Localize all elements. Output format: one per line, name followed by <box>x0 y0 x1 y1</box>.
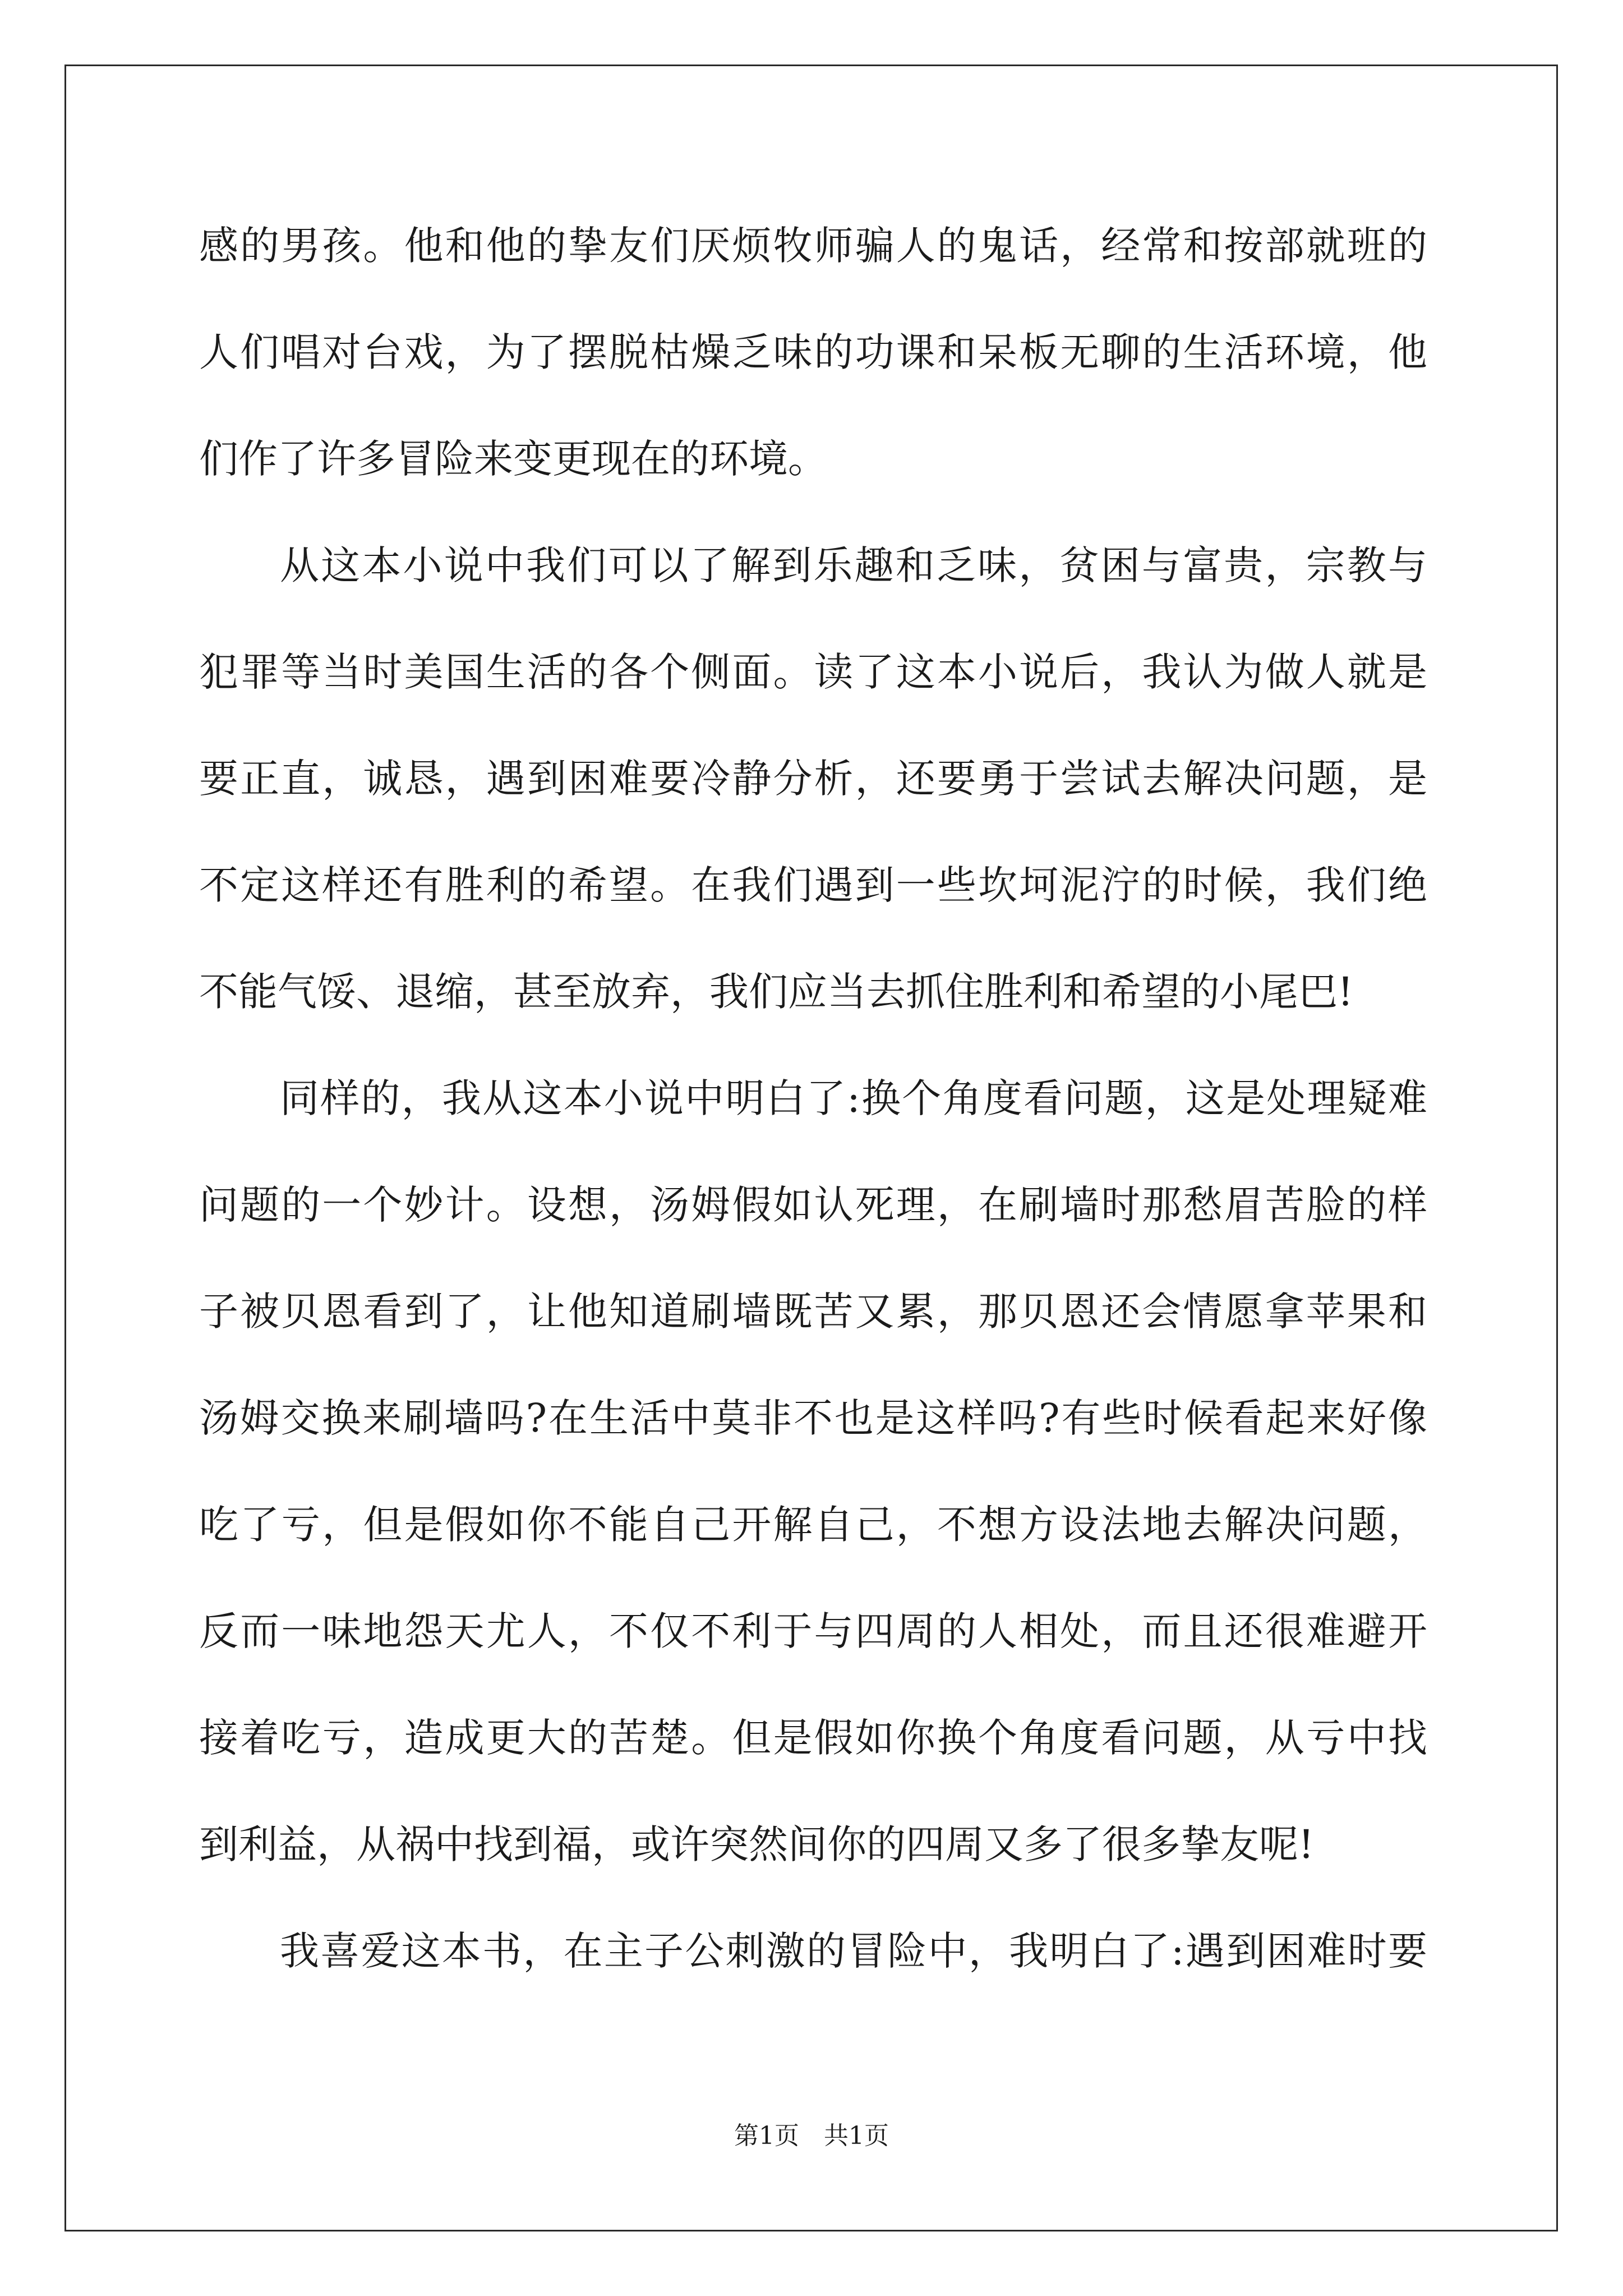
text-line: 们作了许多冒险来变更现在的环境。 <box>199 436 827 482</box>
text-line: 反而一味地怨天尤人，不仅不利于与四周的人相处，而且还很难避开 <box>199 1608 1427 1654</box>
text-line: 人们唱对台戏，为了摆脱枯燥乏味的功课和呆板无聊的生活环境，他 <box>199 329 1427 375</box>
page-footer <box>0 2119 1623 2153</box>
page-border <box>64 65 1558 2231</box>
text-line: 问题的一个妙计。设想，汤姆假如认死理，在刷墙时那愁眉苦脸的样 <box>199 1182 1427 1228</box>
page-total: 共1页 <box>824 2122 889 2150</box>
text-line: 要正直，诚恳，遇到困难要冷静分析，还要勇于尝试去解决问题，是 <box>199 756 1427 802</box>
text-line: 汤姆交换来刷墙吗?在生活中莫非不也是这样吗?有些时候看起来好像 <box>199 1395 1427 1441</box>
paragraph-first-line: 从这本小说中我们可以了解到乐趣和乏味，贫困与富贵，宗教与 <box>280 542 1427 588</box>
text-line: 吃了亏，但是假如你不能自己开解自己，不想方设法地去解决问题， <box>199 1502 1427 1548</box>
paragraph-first-line: 我喜爱这本书，在主子公刺激的冒险中，我明白了:遇到困难时要 <box>280 1928 1427 1974</box>
text-line: 不定这样还有胜利的希望。在我们遇到一些坎坷泥泞的时候，我们绝 <box>199 862 1427 908</box>
text-line: 子被贝恩看到了，让他知道刷墙既苦又累，那贝恩还会情愿拿苹果和 <box>199 1289 1427 1335</box>
text-line: 到利益，从祸中找到福，或许突然间你的四周又多了很多挚友呢! <box>199 1821 1315 1867</box>
page-number: 第1页 <box>734 2122 799 2150</box>
text-line: 接着吃亏，造成更大的苦楚。但是假如你换个角度看问题，从亏中找 <box>199 1715 1427 1761</box>
paragraph-first-line: 同样的，我从这本小说中明白了:换个角度看问题，这是处理疑难 <box>280 1075 1427 1121</box>
text-line: 不能气馁、退缩，甚至放弃，我们应当去抓住胜利和希望的小尾巴! <box>199 969 1354 1015</box>
text-line: 感的男孩。他和他的挚友们厌烦牧师骗人的鬼话，经常和按部就班的 <box>199 223 1427 269</box>
text-line: 犯罪等当时美国生活的各个侧面。读了这本小说后，我认为做人就是 <box>199 649 1427 695</box>
